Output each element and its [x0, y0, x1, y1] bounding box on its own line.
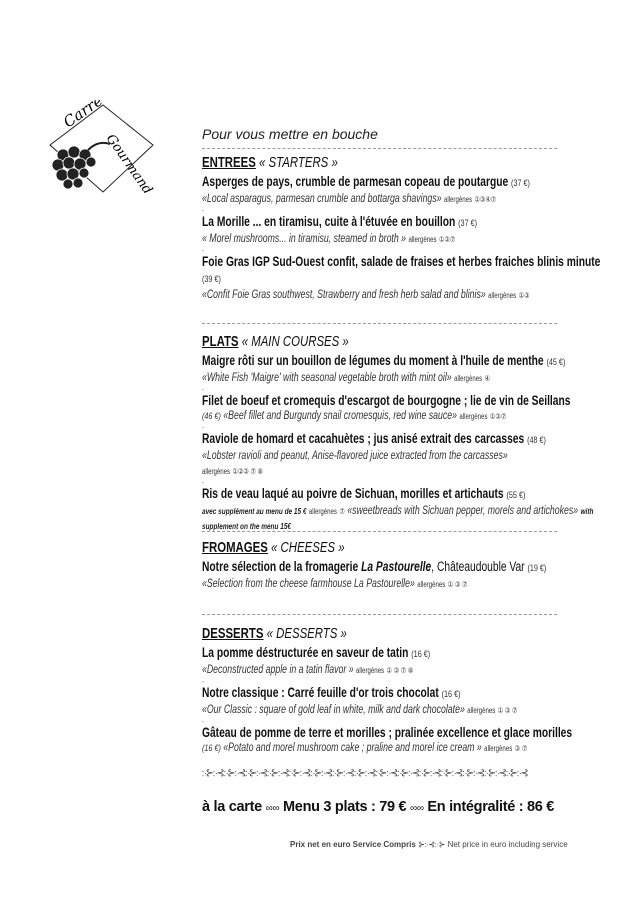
item-description: «Deconstructed apple in a tatin flavor »	[202, 664, 354, 676]
menu-item	[202, 725, 628, 756]
menu-item: Asperges de pays, crumble de parmesan copeau de poutargue (37 €) «Local asparagus, parmesan crumble and bottarga shavings» allergènes ①③④⑦ -	[202, 174, 530, 215]
svg-text:Gourmand: Gourmand	[102, 131, 155, 198]
section-fromages	[202, 539, 628, 592]
intro-text: Pour vous mettre en bouche	[202, 126, 378, 142]
divider	[202, 148, 557, 149]
section-entrees	[202, 154, 628, 303]
section-heading-fromages	[202, 539, 628, 559]
item-description: «Our Classic : square of gold leaf in white, milk and dark chocolate»	[202, 704, 465, 716]
item-price: (37 €)	[458, 218, 478, 229]
section-title: DESSERTS	[202, 625, 264, 642]
section-title: ENTREES	[202, 154, 256, 171]
item-price: (16 €)	[441, 689, 461, 700]
item-price: (45 €)	[546, 357, 566, 368]
allergen-list: ① ③ ⑦ ⑧	[386, 666, 414, 675]
menu-item: Raviole de homard et cacahuètes ; jus anisé extrait des carcasses (48 €) «Lobster ravioli and peanut, Anise-flavored juice extracted from the carcasses» allergènes ①②③ ⑦ ⑧ -	[202, 431, 546, 487]
item-name-emphasis: La Pastourelle	[361, 559, 432, 574]
allergen-label: allergènes	[459, 412, 488, 421]
supplement-note: avec supplément au menu de 15 €	[202, 506, 307, 516]
item-name: Notre sélection de la fromagerie	[202, 559, 359, 574]
item-name: La pomme déstructurée en saveur de tatin	[202, 645, 409, 660]
section-subtitle: « CHEESES »	[271, 539, 345, 556]
item-name: Gâteau de pomme de terre et morilles ; pralinée excellence et glace morilles	[202, 725, 573, 740]
section-title: PLATS	[202, 333, 239, 350]
item-price: (39 €)	[202, 274, 221, 285]
separator-symbol: ∞∞	[265, 803, 280, 814]
item-price: (19 €)	[527, 563, 547, 574]
allergen-label: allergènes	[488, 291, 517, 300]
item-description: «Potato and morel mushroom cake ; praline and morel ice cream »	[223, 742, 482, 754]
menu-item: La pomme déstructurée en saveur de tatin (16 €) «Deconstructed apple in a tatin flavor » allergènes ① ③ ⑦ ⑧ -	[202, 645, 431, 686]
allergen-list: ⑦	[339, 507, 345, 516]
divider	[202, 531, 557, 532]
carre-gourmand-logo	[28, 100, 173, 200]
item-description: «Confit Foie Gras southwest, Strawberry and fresh herb salad and blinis»	[202, 289, 486, 301]
separator-symbol: ∞∞	[410, 803, 424, 814]
item-description: «Beef fillet and Burgundy snail cromesquis, red wine sauce»	[223, 410, 457, 422]
allergen-list: ① ③ ⑦	[447, 580, 468, 589]
allergen-label: allergènes	[408, 235, 437, 244]
item-price: (37 €)	[511, 178, 530, 189]
price-summary	[202, 799, 554, 815]
item-description: « Morel mushrooms... in tiramisu, steamed in broth »	[202, 233, 407, 245]
menu-item: La Morille ... en tiramisu, cuite à l'étuvée en bouillon (37 €) « Morel mushrooms... in tiramisu, steamed in broth » allergènes ①③⑦ -	[202, 214, 478, 255]
footer-fr: Prix net en euro Service Compris	[290, 840, 416, 849]
menu-item: Notre classique : Carré feuille d'or trois chocolat (16 €) «Our Classic : square of gold leaf in white, milk and dark chocolate» allergènes ① ③ ⑦ -	[202, 685, 518, 726]
footer-note	[290, 840, 568, 849]
item-price: (48 €)	[527, 435, 546, 446]
section-title: FROMAGES	[202, 539, 268, 556]
allergen-label: allergènes	[202, 467, 231, 476]
allergen-label: allergènes	[443, 195, 473, 204]
item-name: Asperges de pays, crumble de parmesan copeau de poutargue	[202, 174, 509, 189]
section-plats	[202, 333, 628, 534]
section-subtitle: « MAIN COURSES »	[241, 333, 349, 350]
item-price: (16 €)	[202, 743, 221, 754]
allergen-label: allergènes	[308, 507, 337, 516]
item-name: Raviole de homard et cacahuètes ; jus anisé extrait des carcasses	[202, 431, 525, 446]
divider	[202, 614, 557, 615]
allergen-list: ④	[484, 374, 491, 383]
section-heading-entrees	[202, 154, 628, 174]
item-price: (16 €)	[411, 649, 431, 660]
section-subtitle: « DESSERTS »	[266, 625, 347, 642]
footer-en: Net price in euro including service	[447, 840, 568, 849]
section-desserts	[202, 625, 628, 756]
menu-item	[202, 559, 628, 592]
section-subtitle: « STARTERS »	[259, 154, 338, 171]
allergen-label: allergènes	[356, 666, 385, 675]
allergen-list: ①③⑦	[489, 412, 507, 421]
svg-text:Carré: Carré	[59, 100, 107, 132]
item-description: «White Fish 'Maigre' with seasonal vegetable broth with mint oil»	[202, 372, 452, 384]
item-description: «Selection from the cheese farmhouse La Pastourelle»	[202, 578, 415, 590]
allergen-label: allergènes	[454, 374, 483, 383]
section-heading-desserts	[202, 625, 628, 645]
item-description: «Local asparagus, parmesan crumble and bottarga shavings»	[202, 193, 442, 205]
allergen-list: ① ③ ⑦	[497, 706, 518, 715]
item-description: «sweetbreads with Sichuan pepper, morels and artichokes»	[347, 505, 579, 517]
item-price: (55 €)	[506, 490, 526, 501]
menu-item: Maigre rôti sur un bouillon de légumes du moment à l'huile de menthe (45 €) «White Fish 'Maigre' with seasonal vegetable broth with mint oil» allergènes ④ -	[202, 353, 566, 394]
divider	[202, 323, 557, 324]
full-menu-price: En intégralité : 86 €	[427, 799, 555, 815]
allergen-list: ①②③ ⑦ ⑧	[232, 467, 264, 476]
allergen-label: allergènes	[467, 706, 496, 715]
allergen-list: ①③④⑦	[474, 195, 497, 204]
item-price: (46 €)	[202, 411, 221, 422]
allergen-label: allergènes	[484, 744, 513, 753]
menu-item: Filet de boeuf et cromequis d'escargot de bourgogne ; lie de vin de Seillans (46 €) «Beef fillet and Burgundy snail cromesquis, red wine sauce» allergènes ①③⑦ -	[202, 393, 628, 431]
a-la-carte-label: à la carte	[202, 799, 262, 815]
allergen-list: ③ ⑦	[514, 744, 528, 753]
supplement-note-en: with supplement on the menu 15€	[202, 506, 594, 531]
section-heading-plats	[202, 333, 628, 353]
menu-price: Menu 3 plats : 79 €	[283, 799, 407, 815]
ornament-divider: ჻⊱჻⊰჻⊱჻⊰჻⊱჻⊰჻⊱჻⊰჻⊱჻⊰჻⊱჻⊰჻⊱჻⊰჻⊱჻⊰჻⊱჻⊰჻⊱჻⊰჻⊱჻⊰჻⊱჻⊰჻⊱჻⊰჻⊱჻⊰჻⊱჻⊰	[202, 768, 528, 779]
item-name: Filet de boeuf et cromequis d'escargot de bourgogne ; lie de vin de Seillans	[202, 393, 571, 408]
item-name: Foie Gras IGP Sud-Ouest confit, salade de fraises et herbes fraiches blinis minute	[202, 254, 601, 269]
item-name: Ris de veau laqué au poivre de Sichuan, morilles et artichauts	[202, 486, 504, 501]
menu-item	[202, 254, 628, 303]
menu-item	[202, 486, 628, 534]
item-name: Notre classique : Carré feuille d'or trois chocolat	[202, 685, 439, 700]
allergen-label: allergènes	[417, 580, 446, 589]
item-name: Maigre rôti sur un bouillon de légumes du moment à l'huile de menthe	[202, 353, 544, 368]
footer-ornament: ⊱჻⊰჻⊱	[418, 840, 446, 849]
allergen-list: ①③⑦	[438, 235, 456, 244]
item-name-location: , Châteaudouble Var	[431, 559, 525, 574]
item-name: La Morille ... en tiramisu, cuite à l'étuvée en bouillon	[202, 214, 456, 229]
item-description: «Lobster ravioli and peanut, Anise-flavored juice extracted from the carcasses»	[202, 450, 508, 462]
allergen-list: ①③	[518, 291, 530, 300]
